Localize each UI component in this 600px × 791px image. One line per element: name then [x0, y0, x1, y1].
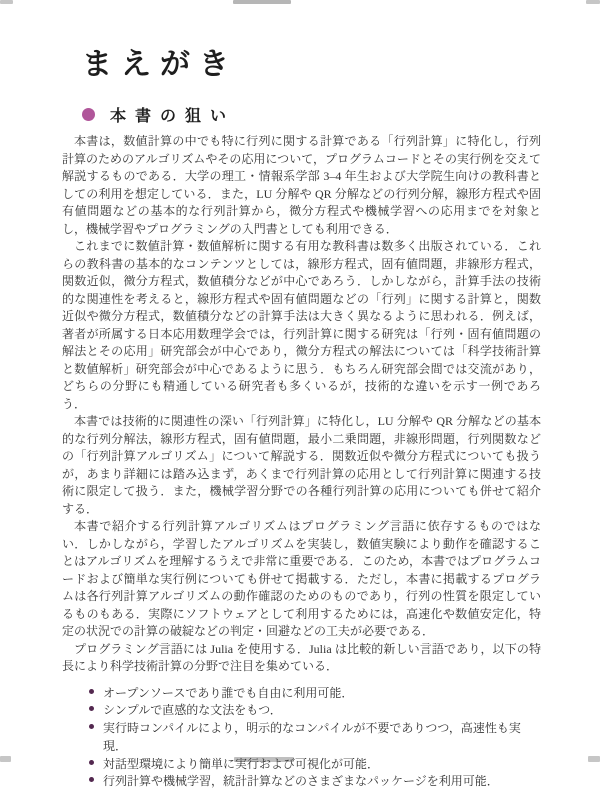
scan-artifact-bottom-left [0, 756, 11, 762]
list-item-label: 対話型環境により簡単に実行および可視化が可能． [103, 756, 379, 774]
list-item [89, 773, 541, 791]
list-bullet-icon [89, 689, 94, 694]
section-bullet-icon [82, 108, 95, 121]
body-text [62, 133, 541, 791]
body-paragraph: 本書では技術的に関連性の深い「行列計算」に特化し，LU 分解や QR 分解などの基本的な行列分解法，線形方程式，固有値問題，最小二乗問題，非線形問題，行列関数などの「行列計算アルゴリズム」について解説する．関数近似や微分方程式についても扱うが，あまり詳細には踏み込まず，あくまで行列計算の応用として行列計算に関連する技術に限定して扱う．また，機械学習分野での各種行列計算の応用についても併せて紹介する． [62, 413, 541, 518]
feature-list [62, 685, 541, 791]
scan-artifact-top-center [233, 0, 291, 4]
list-item-label: 実行時コンパイルにより，明示的なコンパイルが不要でありつつ，高速性も実現． [103, 720, 541, 756]
list-bullet-icon [89, 777, 94, 782]
scan-artifact-top-left [0, 0, 13, 4]
list-item [89, 720, 541, 756]
body-paragraph: これまでに数値計算・数値解析に関する有用な教科書は数多く出版されている．これらの教科書の基本的なコンテンツとしては，線形方程式，固有値問題，非線形方程式，関数近似，微分方程式，数値積分などが中心であろう．しかしながら，計算手法の技術的な関連性を考えると，線形方程式や固有値問題などの「行列」に関する計算と，関数近似や微分方程式，数値積分などの計算手法は大きく異なるように思われる．例えば，著者が所属する日本応用数理学会では，行列計算に関する研究は「行列・固有値問題の解法とその応用」研究部会が中心であり，微分方程式の解法については「科学技術計算と数値解析」研究部会が中心であるように思う．もちろん研究部会間では交流があり，どちらの分野にも精通している研究者も多くいるが，技術的な違いを示す一例であろう． [62, 238, 541, 413]
list-item-label: オープンソースであり誰でも自由に利用可能． [103, 685, 353, 703]
body-paragraph: プログラミング言語には Julia を使用する．Julia は比較的新しい言語であり，以下の特長により科学技術計算の分野で注目を集めている． [62, 641, 541, 676]
body-paragraph: 本書で紹介する行列計算アルゴリズムはプログラミング言語に依存するものではない．しかしながら，学習したアルゴリズムを実装し，数値実験により動作を確認することはアルゴリズムを理解するうえで非常に重要である．このため，本書ではプログラムコードおよび簡単な実行例についても併せて掲載する．ただし，本書に掲載するプログラムは各行列計算アルゴリズムの動作確認のためのものであり，行列の性質を限定しているものもある．実際にソフトウェアとして利用するためには，高速化や数値安定化，特定の状況での計算の破綻などの判定・回避などの工夫が必要である． [62, 518, 541, 641]
list-item [89, 702, 541, 720]
page-title: まえがき [82, 48, 238, 82]
list-bullet-icon [89, 724, 94, 729]
section-heading-row [82, 103, 235, 126]
section-heading: 本書の狙い [110, 103, 235, 126]
list-bullet-icon [89, 706, 94, 711]
scan-artifact-top-right [586, 0, 600, 4]
list-item-label: シンプルで直感的な文法をもつ． [103, 702, 282, 720]
list-bullet-icon [89, 760, 94, 765]
list-item [89, 685, 541, 703]
body-paragraph: 本書は，数値計算の中でも特に行列に関する計算である「行列計算」に特化し，行列計算のためのアルゴリズムやその応用について，プログラムコードとその実行例を交えて解説するものである．大学の理工・情報系学部 3–4 年生および大学院生向けの教科書としての利用を想定している．また，LU 分解や QR 分解などの行列分解，線形方程式や固有値問題などの基本的な行列計算から，微分方程式や機械学習への応用までを対象とし，機械学習やプログラミングの入門書としても利用できる． [62, 133, 541, 238]
list-item-label: 行列計算や機械学習，統計計算などのさまざまなパッケージを利用可能． [103, 773, 499, 791]
scan-artifact-bottom-right [588, 756, 600, 762]
list-item [89, 756, 541, 774]
